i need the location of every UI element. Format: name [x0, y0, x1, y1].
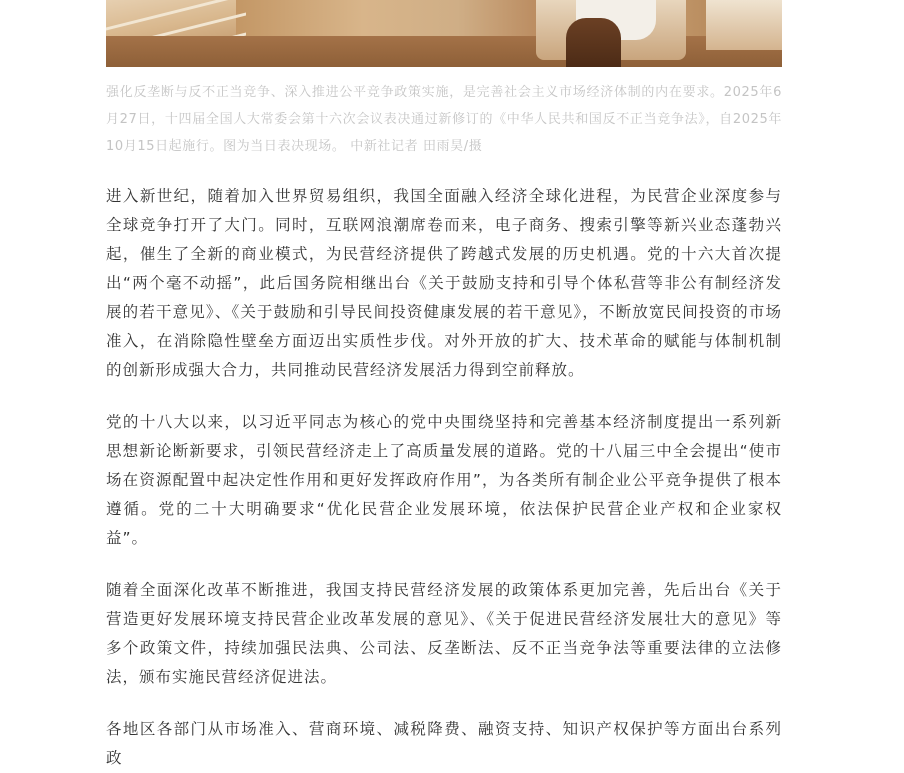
article: [106, 0, 782, 773]
paragraph: 各地区各部门从市场准入、营商环境、减税降费、融资支持、知识产权保护等方面出台系列政: [106, 720, 782, 767]
meeting-hall-photo: [106, 0, 782, 67]
photo-chair: [566, 18, 621, 67]
paragraph: 随着全面深化改革不断推进，我国支持民营经济发展的政策体系更加完善，先后出台《关于营造更好发展环境支持民营企业改革发展的意见》、《关于促进民营经济发展壮大的意见》等多个政策文件，持续加强民法典、公司法、反垄断法、反不正当竞争法等重要法律的立法修法，颁布实施民营经济促进法。: [106, 581, 782, 686]
photo-caption: 强化反垄断与反不正当竞争、深入推进公平竞争政策实施，是完善社会主义市场经济体制的内在要求。2025年6月27日，十四届全国人大常委会第十六次会议表决通过新修订的《中华人民共和国反不正当竞争法》，自2025年10月15日起施行。图为当日表决现场。 中新社记者 田雨昊/摄: [106, 85, 782, 154]
photo-desk-right: [706, 0, 782, 50]
paragraph: 进入新世纪，随着加入世界贸易组织，我国全面融入经济全球化进程，为民营企业深度参与全球竞争打开了大门。同时，互联网浪潮席卷而来，电子商务、搜索引擎等新兴业态蓬勃兴起，催生了全新的商业模式，为民营经济提供了跨越式发展的历史机遇。党的十六大首次提出“两个毫不动摇”，此后国务院相继出台《关于鼓励支持和引导个体私营等非公有制经济发展的若干意见》、《关于鼓励和引导民间投资健康发展的若干意见》，不断放宽民间投资的市场准入，在消除隐性壁垒方面迈出实质性步伐。对外开放的扩大、技术革命的赋能与体制机制的创新形成强大合力，共同推动民营经济发展活力得到空前释放。: [106, 187, 782, 379]
paragraph: 党的十八大以来，以习近平同志为核心的党中央围绕坚持和完善基本经济制度提出一系列新思想新论断新要求，引领民营经济走上了高质量发展的道路。党的十八届三中全会提出“使市场在资源配置中起决定性作用和更好发挥政府作用”，为各类所有制企业公平竞争提供了根本遵循。党的二十大明确要求“优化民营企业发展环境，依法保护民营企业产权和企业家权益”。: [106, 413, 782, 547]
